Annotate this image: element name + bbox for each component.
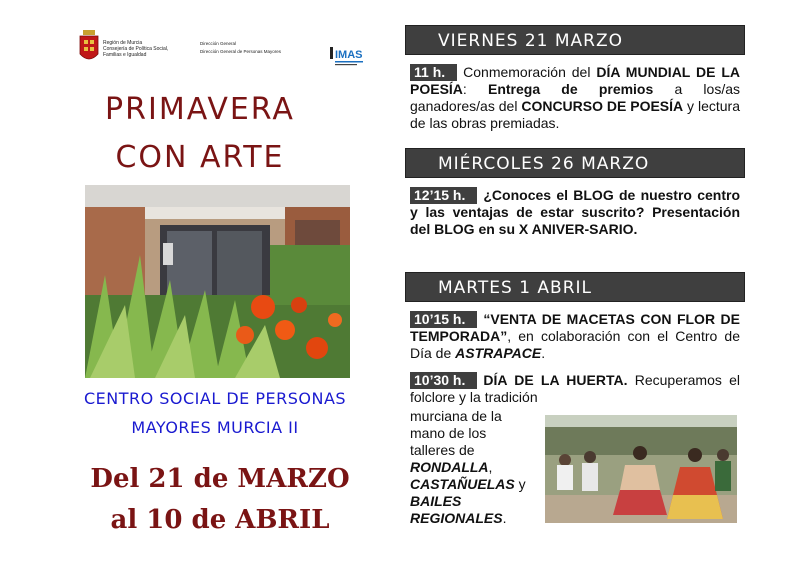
title-line-2: CON ARTE xyxy=(115,140,285,175)
event-time: 12’15 h. xyxy=(410,187,477,204)
region-crest-icon xyxy=(78,30,100,66)
event-huerta-day: 10’30 h. DÍA DE LA HUERTA. Recuperamos el folclore y la tradición xyxy=(410,372,741,405)
event-huerta-continued: murciana de la mano de los talleres de RONDALLA, CASTAÑUELAS y BAILES REGIONALES. xyxy=(410,408,526,526)
event-time: 10’30 h. xyxy=(410,372,477,389)
org-name: Región de Murcia Consejería de Política Social, Familias e Igualdad xyxy=(103,40,169,58)
event-time: 10’15 h. xyxy=(410,311,477,328)
dates-line-1: Del 21 de MARZO xyxy=(90,464,350,494)
day-header-viernes: VIERNES 21 MARZO xyxy=(405,25,745,55)
folk-dance-photo xyxy=(545,415,737,523)
dates-line-2: al 10 de ABRIL xyxy=(110,505,330,535)
center-name-line-2: MAYORES MURCIA II xyxy=(131,418,299,437)
svg-text:IMAS: IMAS xyxy=(335,49,363,61)
center-entrance-photo xyxy=(85,185,350,378)
imas-logo xyxy=(330,45,366,67)
event-time: 11 h. xyxy=(410,64,457,81)
day-header-martes: MARTES 1 ABRIL xyxy=(405,272,745,302)
event-poetry-day: 11 h. Conmemoración del DÍA MUNDIAL DE LA POESÍA: Entrega de premios a los/as ganadores/as del CONCURSO DE POESÍA y lectura de las obras premiadas. xyxy=(410,64,741,131)
event-plant-sale: 10’15 h. “VENTA DE MACETAS CON FLOR DE TEMPORADA”, en colaboración con el Centro de Día de ASTRAPACE. xyxy=(410,311,740,361)
event-blog: 12’15 h. ¿Conoces el BLOG de nuestro centro y las ventajas de estar suscrito? Presentación del BLOG en su X ANIVER-SARIO. xyxy=(410,187,740,237)
center-name-line-1: CENTRO SOCIAL DE PERSONAS xyxy=(83,389,347,408)
directorate-name: Dirección General Dirección General de Personas Mayores xyxy=(200,41,282,54)
title-line-1: PRIMAVERA xyxy=(105,92,295,127)
day-header-miercoles: MIÉRCOLES 26 MARZO xyxy=(405,148,745,178)
